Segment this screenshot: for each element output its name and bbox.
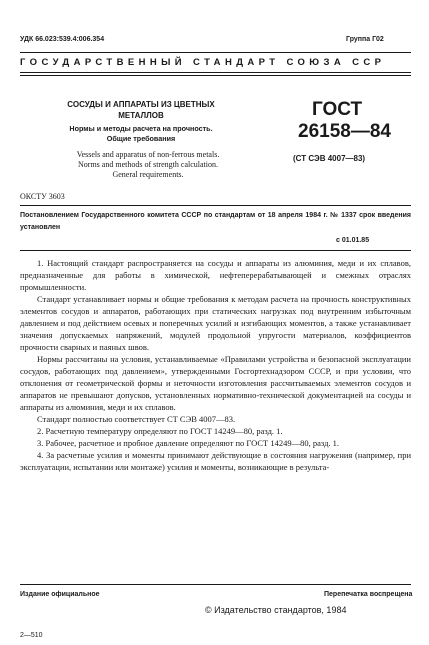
paragraph: Нормы рассчитаны на условия, устанавливаемые «Правилами устройства и безопасной эксплуатации сосудов, работающих под давлением», утвержденными Госгортехнадзором СССР, и при условии, что отклонения от геометрической формы и неточности изготовления рассчитываемых элементов сосудов и аппаратов не превышают допусков, установленных нормативно-технической документацией на сосуды и аппараты из алюминия, меди и их сплавов.	[20, 354, 411, 412]
subtitle-line-1: Нормы и методы расчета на прочность.	[69, 124, 213, 133]
body-rule	[20, 250, 411, 251]
okstu-code: ОКСТУ 3603	[20, 192, 65, 201]
english-title-line-3: General requirements.	[112, 170, 184, 179]
top-rule	[20, 52, 411, 53]
copyright-notice: © Издательство стандартов, 1984	[205, 605, 347, 615]
paragraph: 4. За расчетные усилия и моменты принимают действующие в состояния нагружения (например, при эксплуатации, испытании или монтаже) усилия и моменты, возникающие в результа-	[20, 450, 411, 472]
english-title-line-2: Norms and methods of strength calculation.	[78, 160, 218, 169]
document-subtitle	[56, 124, 226, 144]
gost-label: ГОСТ	[312, 99, 363, 120]
cmea-reference: (СТ СЭВ 4007—83)	[293, 154, 366, 163]
decree-text: Постановлением Государственного комитета СССР по стандартам от 18 апреля 1984 г. № 1337 срок введения установлен	[20, 212, 411, 231]
group-code: Группа Г02	[346, 36, 384, 43]
middle-rule-1	[20, 72, 411, 73]
decree-rule	[20, 205, 411, 206]
gost-number: 26158—84	[298, 121, 391, 142]
reprint-prohibited-label: Перепечатка воспрещена	[324, 591, 413, 598]
body-text	[20, 257, 411, 473]
english-title-line-1: Vessels and apparatus of non-ferrous metals.	[76, 150, 220, 159]
print-code: 2—510	[20, 632, 43, 639]
document-title	[56, 99, 226, 121]
english-title	[28, 150, 268, 180]
footer-rule	[20, 584, 411, 585]
paragraph: 1. Настоящий стандарт распространяется на сосуды и аппараты из алюминия, меди и их сплавов, предназначенные для работы в химической, нефтеперерабатывающей и смежных отраслях промышленности.	[20, 258, 411, 292]
paragraph: Стандарт полностью соответствует СТ СЭВ 4007—83.	[37, 414, 236, 424]
paragraph: Стандарт устанавливает нормы и общие требования к методам расчета на прочность конструктивных элементов сосудов и аппаратов, работающих при статических нагрузках под внутренним избыточным давлением и под действием осевых и поперечных усилий и изгибающих моментов, а также устанавливает значения допускаемых напряжений, модулей продольной упругости материалов, коэффициентов прочности сварных и паяных швов.	[20, 294, 411, 352]
official-edition-label: Издание официальное	[20, 591, 100, 598]
title-line-2: МЕТАЛЛОВ	[118, 111, 164, 120]
udc-code: УДК 66.023:539.4:006.354	[20, 36, 105, 43]
standard-type-heading: ГОСУДАРСТВЕННЫЙ СТАНДАРТ СОЮЗА ССР	[20, 57, 386, 68]
paragraph: 3. Рабочее, расчетное и пробное давление определяют по ГОСТ 14249—80, разд. 1.	[37, 438, 340, 448]
subtitle-line-2: Общие требования	[106, 134, 176, 143]
middle-rule-2	[20, 75, 411, 76]
effective-date: с 01.01.85	[336, 237, 370, 244]
paragraph: 2. Расчетную температуру определяют по ГОСТ 14249—80, разд. 1.	[37, 426, 283, 436]
title-line-1: СОСУДЫ И АППАРАТЫ ИЗ ЦВЕТНЫХ	[67, 100, 215, 109]
